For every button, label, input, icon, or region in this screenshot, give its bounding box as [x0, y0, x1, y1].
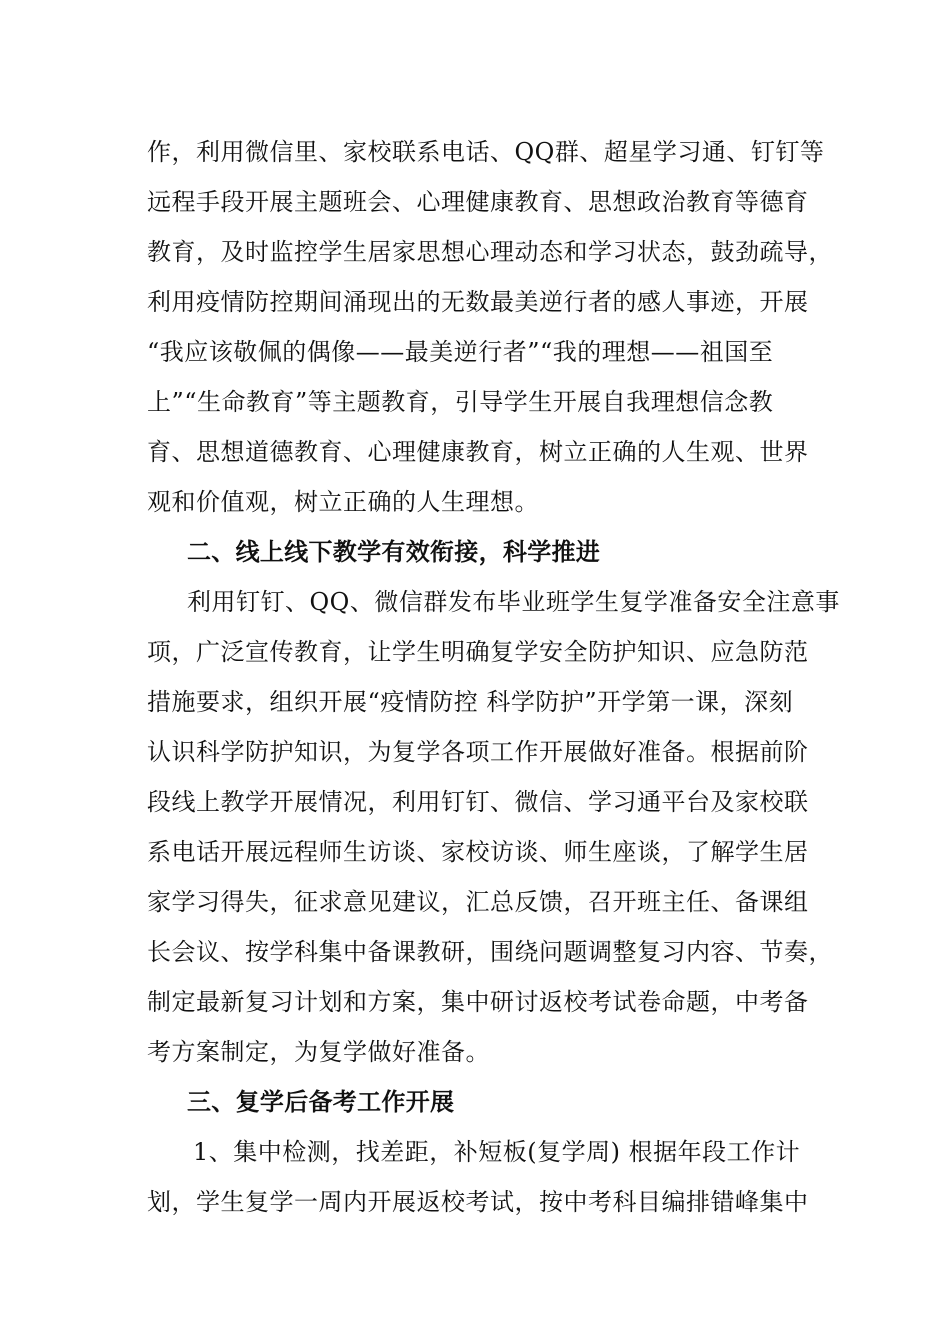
paragraph-1-line-3: 教育，及时监控学生居家思想心理动态和学习状态，鼓劲疏导，: [147, 238, 833, 266]
section-heading-3: 三、复学后备考工作开展: [187, 1088, 455, 1116]
paragraph-2-line-1: 利用钉钉、QQ、微信群发布毕业班学生复学准备安全注意事: [187, 588, 840, 616]
paragraph-1-line-1: 作，利用微信里、家校联系电话、QQ群、超星学习通、钉钉等: [147, 138, 825, 166]
paragraph-2-line-5: 段线上教学开展情况，利用钉钉、微信、学习通平台及家校联: [147, 788, 809, 816]
paragraph-1-line-7: 育、思想道德教育、心理健康教育，树立正确的人生观、世界: [147, 438, 809, 466]
paragraph-2-line-10: 考方案制定，为复学做好准备。: [147, 1038, 490, 1066]
paragraph-3-line-1: 1、集中检测，找差距，补短板(复学周) 根据年段工作计: [193, 1138, 801, 1166]
paragraph-2-line-6: 系电话开展远程师生访谈、家校访谈、师生座谈，了解学生居: [147, 838, 809, 866]
paragraph-2-line-2: 项，广泛宣传教育，让学生明确复学安全防护知识、应急防范: [147, 638, 809, 666]
paragraph-2-line-3: 措施要求，组织开展“疫情防控 科学防护”开学第一课，深刻: [147, 688, 794, 716]
paragraph-3-line-2: 划，学生复学一周内开展返校考试，按中考科目编排错峰集中: [147, 1188, 809, 1216]
section-heading-2: 二、线上线下教学有效衔接，科学推进: [187, 538, 601, 566]
paragraph-2-line-7: 家学习得失，征求意见建议，汇总反馈，召开班主任、备课组: [147, 888, 809, 916]
paragraph-1-line-5: “我应该敬佩的偶像——最美逆行者”“我的理想——祖国至: [147, 338, 774, 366]
paragraph-1-line-4: 利用疫情防控期间涌现出的无数最美逆行者的感人事迹，开展: [147, 288, 809, 316]
paragraph-2-line-9: 制定最新复习计划和方案，集中研讨返校考试卷命题，中考备: [147, 988, 809, 1016]
paragraph-1-line-2: 远程手段开展主题班会、心理健康教育、思想政治教育等德育: [147, 188, 809, 216]
paragraph-1-line-6: 上”“生命教育”等主题教育，引导学生开展自我理想信念教: [147, 388, 774, 416]
paragraph-1-line-8: 观和价值观，树立正确的人生理想。: [147, 488, 539, 516]
paragraph-2-line-8: 长会议、按学科集中备课教研，围绕问题调整复习内容、节奏，: [147, 938, 833, 966]
paragraph-2-line-4: 认识科学防护知识，为复学各项工作开展做好准备。根据前阶: [147, 738, 809, 766]
